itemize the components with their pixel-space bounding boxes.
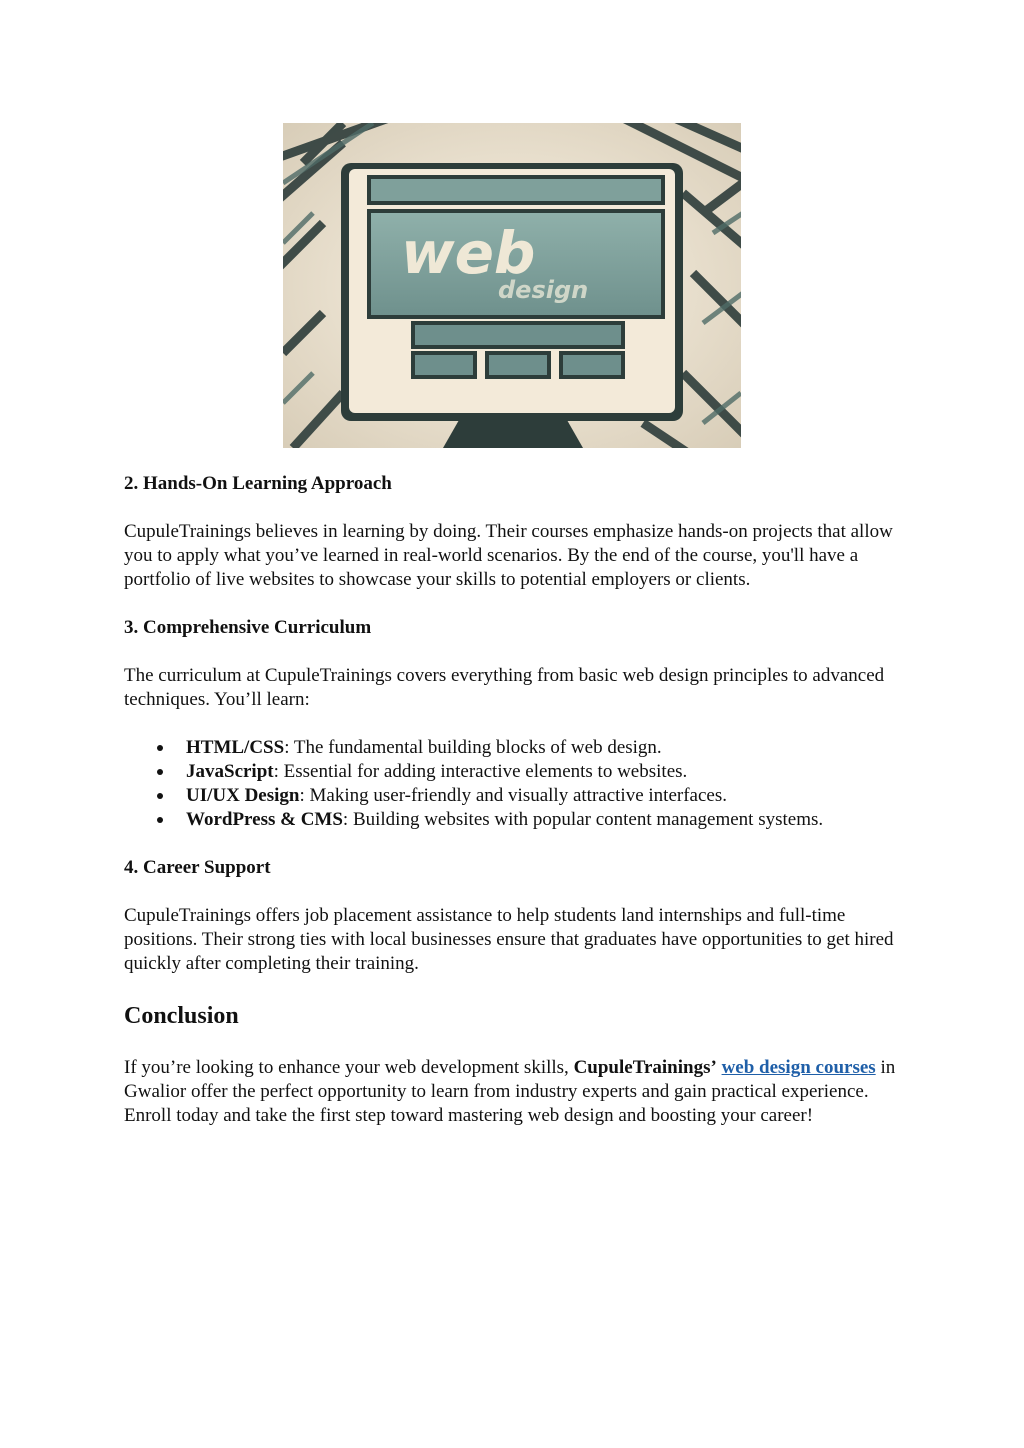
section-paragraph-career: CupuleTrainings offers job placement assistance to help students land internships and full-time positions. Their strong ties with local businesses ensure that graduates have opportunities to get hired quickly after completing their training. bbox=[124, 905, 894, 974]
section-heading-hands-on: 2. Hands-On Learning Approach bbox=[124, 473, 392, 494]
curriculum-list bbox=[124, 736, 914, 832]
list-item-desc: : The fundamental building blocks of web design. bbox=[284, 737, 662, 758]
section-heading-career: 4. Career Support bbox=[124, 857, 271, 878]
bullet-icon bbox=[157, 745, 163, 751]
brand-name: CupuleTrainings’ bbox=[573, 1057, 717, 1078]
bullet-icon bbox=[157, 769, 163, 775]
conclusion-heading: Conclusion bbox=[124, 1003, 239, 1029]
hero-headline: web bbox=[401, 219, 536, 287]
list-item-desc: : Essential for adding interactive elements to websites. bbox=[273, 761, 688, 782]
conclusion-intro: If you’re looking to enhance your web development skills, bbox=[124, 1057, 574, 1078]
section-paragraph-hands-on: CupuleTrainings believes in learning by doing. Their courses emphasize hands-on projects that allow you to apply what you’ve learned in real-world scenarios. By the end of the course, you'll have a portfolio of live websites to showcase your skills to potential employers or clients. bbox=[124, 521, 893, 590]
list-item-term: WordPress & CMS bbox=[186, 809, 343, 830]
list-item-term: HTML/CSS bbox=[186, 737, 285, 758]
list-item bbox=[186, 736, 914, 760]
section-heading-curriculum: 3. Comprehensive Curriculum bbox=[124, 617, 372, 638]
list-item bbox=[186, 808, 914, 832]
list-item-term: UI/UX Design bbox=[186, 785, 300, 806]
conclusion-paragraph bbox=[124, 1056, 914, 1128]
section-paragraph-curriculum: The curriculum at CupuleTrainings covers everything from basic web design principles to advanced techniques. You’ll learn: bbox=[124, 665, 885, 710]
article-body bbox=[124, 472, 914, 1152]
conclusion-outro: in Gwalior offer the perfect opportunity to learn from industry experts and gain practical experience. Enroll today and take the first step toward mastering web design and boosting your career! bbox=[124, 1057, 896, 1126]
list-item bbox=[186, 784, 914, 808]
bullet-icon bbox=[157, 817, 163, 823]
web-design-illustration bbox=[283, 123, 741, 448]
web-design-image bbox=[283, 123, 741, 448]
web-design-courses-link[interactable]: web design courses bbox=[721, 1057, 876, 1078]
hero-subline: design bbox=[498, 276, 589, 304]
list-item-desc: : Making user-friendly and visually attractive interfaces. bbox=[299, 785, 727, 806]
list-item-desc: : Building websites with popular content management systems. bbox=[342, 809, 824, 830]
list-item bbox=[186, 760, 914, 784]
bullet-icon bbox=[157, 793, 163, 799]
list-item-term: JavaScript bbox=[186, 761, 274, 782]
